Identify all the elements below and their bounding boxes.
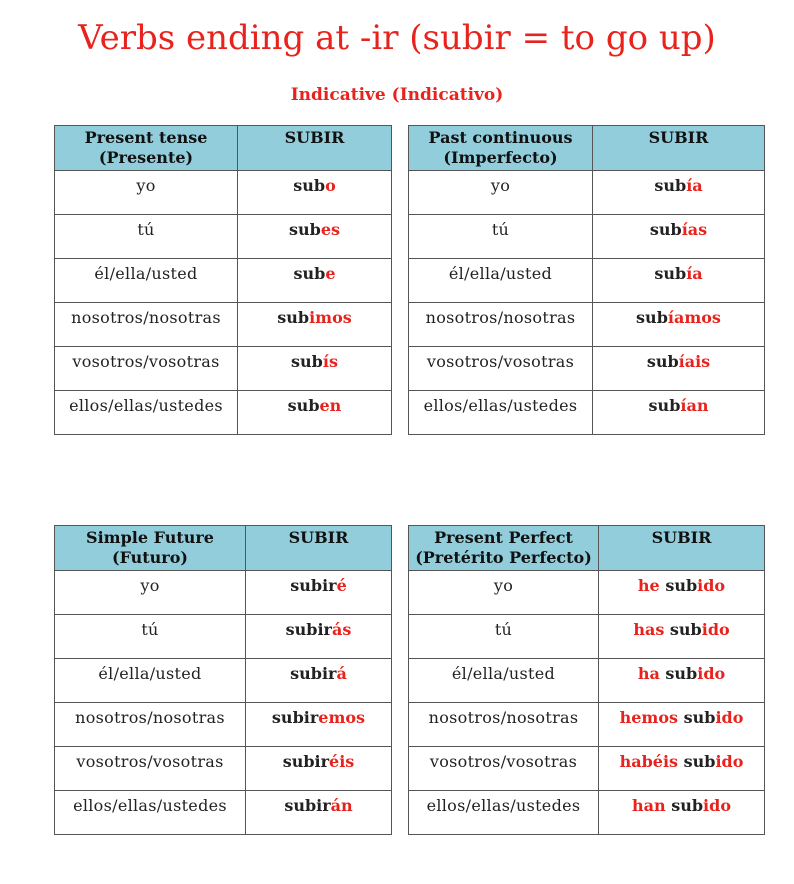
table-row (409, 659, 765, 703)
verb-ending: án (330, 796, 353, 815)
conjugation-cell (238, 391, 392, 435)
pronoun-cell: ellos/ellas/ustedes (409, 391, 593, 435)
conjugation-cell (593, 303, 765, 347)
tense-name: Past continuous (428, 128, 573, 147)
page-subtitle: Indicative (Indicativo) (290, 85, 504, 105)
conjugation-cell (599, 747, 765, 791)
table-row (55, 791, 392, 835)
verb-stem: sub (649, 220, 682, 239)
verb-header: SUBIR (246, 526, 392, 571)
table-row (55, 391, 392, 435)
table-row (55, 303, 392, 347)
verb-stem: sub (291, 352, 323, 371)
table-row (409, 703, 765, 747)
verb-stem: sub (293, 264, 326, 283)
verb-stem: sub (683, 708, 716, 727)
verb-ending: ido (697, 664, 726, 683)
present-tense-table (54, 125, 392, 435)
table-header-row (409, 126, 765, 171)
conjugation-cell (238, 303, 392, 347)
verb-ending: o (325, 176, 336, 195)
conjugation-cell (246, 615, 392, 659)
pronoun-cell: vosotros/vosotras (409, 347, 593, 391)
table-row (409, 259, 765, 303)
verb-stem: subir (282, 752, 330, 771)
tense-name-spanish: (Imperfecto) (443, 148, 558, 167)
conjugation-cell (246, 747, 392, 791)
pronoun-cell: nosotros/nosotras (55, 303, 238, 347)
conjugation-cell (246, 571, 392, 615)
verb-ending: á (336, 664, 347, 683)
pronoun-cell: yo (409, 571, 599, 615)
tense-name: Simple Future (86, 528, 214, 547)
verb-ending: ías (681, 220, 708, 239)
verb-ending: ían (680, 396, 709, 415)
tense-name: Present tense (84, 128, 208, 147)
table-row (55, 747, 392, 791)
verb-ending: e (325, 264, 336, 283)
conjugation-cell (238, 259, 392, 303)
verb-stem: sub (277, 308, 310, 327)
table-row (409, 571, 765, 615)
conjugation-cell (599, 791, 765, 835)
verb-ending: íais (678, 352, 711, 371)
pronoun-cell: tú (409, 215, 593, 259)
tense-header (55, 126, 238, 171)
table-row (409, 791, 765, 835)
verb-stem: sub (671, 796, 704, 815)
table-row (55, 703, 392, 747)
verb-header: SUBIR (238, 126, 392, 171)
tense-name-spanish: (Presente) (98, 148, 194, 167)
conjugation-cell (593, 347, 765, 391)
page-title: Verbs ending at -ir (subir = to go up) (78, 18, 716, 58)
conjugation-cell (238, 347, 392, 391)
tense-name-spanish: (Futuro) (112, 548, 188, 567)
verb-stem: subir (290, 576, 337, 595)
conjugation-cell (599, 571, 765, 615)
verb-stem: subir (285, 620, 332, 639)
table-row (409, 391, 765, 435)
conjugation-cell (246, 791, 392, 835)
verb-stem: sub (654, 264, 687, 283)
pronoun-cell: yo (55, 571, 246, 615)
pronoun-cell: él/ella/usted (55, 259, 238, 303)
verb-stem: subir (290, 664, 337, 683)
table-header-row (55, 126, 392, 171)
table-row (55, 571, 392, 615)
pronoun-cell: él/ella/usted (409, 259, 593, 303)
table-row (409, 215, 765, 259)
verb-stem: sub (665, 664, 698, 683)
pronoun-cell: ellos/ellas/ustedes (409, 791, 599, 835)
pronoun-cell: yo (409, 171, 593, 215)
table-row (409, 303, 765, 347)
verb-stem: sub (288, 220, 321, 239)
verb-header: SUBIR (599, 526, 765, 571)
auxiliary-verb: has (633, 620, 665, 639)
table-row (409, 347, 765, 391)
verb-stem: subir (284, 796, 331, 815)
tense-header (409, 126, 593, 171)
verb-ending: éis (329, 752, 355, 771)
verb-stem: sub (648, 396, 681, 415)
pronoun-cell: vosotros/vosotras (55, 347, 238, 391)
table-row (409, 615, 765, 659)
pronoun-cell: ellos/ellas/ustedes (55, 391, 238, 435)
auxiliary-verb: habéis (619, 752, 679, 771)
verb-ending: ido (715, 708, 744, 727)
verb-ending: ido (715, 752, 744, 771)
pronoun-cell: tú (55, 215, 238, 259)
table-row (55, 347, 392, 391)
verb-ending: é (336, 576, 347, 595)
verb-ending: ido (697, 576, 726, 595)
conjugation-cell (599, 615, 765, 659)
table-row (409, 171, 765, 215)
table-row (55, 171, 392, 215)
verb-stem: sub (665, 576, 698, 595)
pronoun-cell: nosotros/nosotras (409, 703, 599, 747)
verb-header: SUBIR (593, 126, 765, 171)
verb-ending: imos (309, 308, 352, 327)
conjugation-cell (246, 659, 392, 703)
table-row (55, 215, 392, 259)
verb-stem: sub (287, 396, 320, 415)
tense-header (409, 526, 599, 571)
pronoun-cell: tú (55, 615, 246, 659)
table-header-row (55, 526, 392, 571)
auxiliary-verb: he (637, 576, 660, 595)
verb-stem: sub (669, 620, 702, 639)
verb-ending: en (319, 396, 342, 415)
verb-ending: es (320, 220, 340, 239)
pronoun-cell: él/ella/usted (409, 659, 599, 703)
present-perfect-table (408, 525, 765, 835)
verb-ending: ía (686, 176, 703, 195)
tense-header (55, 526, 246, 571)
conjugation-cell (238, 215, 392, 259)
auxiliary-verb: hemos (619, 708, 679, 727)
simple-future-table (54, 525, 392, 835)
conjugation-cell (238, 171, 392, 215)
table-row (55, 615, 392, 659)
auxiliary-verb: han (632, 796, 666, 815)
verb-ending: íamos (667, 308, 721, 327)
table-row (409, 747, 765, 791)
table-row (55, 259, 392, 303)
pronoun-cell: nosotros/nosotras (55, 703, 246, 747)
pronoun-cell: nosotros/nosotras (409, 303, 593, 347)
pronoun-cell: yo (55, 171, 238, 215)
verb-ending: ís (322, 352, 338, 371)
table-header-row (409, 526, 765, 571)
conjugation-cell (246, 703, 392, 747)
conjugation-cell (599, 703, 765, 747)
pronoun-cell: vosotros/vosotras (55, 747, 246, 791)
verb-stem: sub (293, 176, 326, 195)
verb-ending: ás (331, 620, 352, 639)
conjugation-cell (599, 659, 765, 703)
verb-ending: emos (318, 708, 366, 727)
verb-stem: sub (636, 308, 668, 327)
verb-stem: sub (646, 352, 679, 371)
pronoun-cell: ellos/ellas/ustedes (55, 791, 246, 835)
verb-stem: sub (654, 176, 687, 195)
verb-ending: ido (703, 796, 731, 815)
conjugation-cell (593, 171, 765, 215)
verb-stem: subir (271, 708, 319, 727)
verb-ending: ía (686, 264, 703, 283)
table-row (55, 659, 392, 703)
auxiliary-verb: ha (637, 664, 660, 683)
verb-stem: sub (683, 752, 716, 771)
verb-ending: ido (701, 620, 730, 639)
conjugation-cell (593, 259, 765, 303)
conjugation-cell (593, 215, 765, 259)
past-continuous-table (408, 125, 765, 435)
tense-name: Present Perfect (434, 528, 573, 547)
conjugation-cell (593, 391, 765, 435)
pronoun-cell: vosotros/vosotras (409, 747, 599, 791)
pronoun-cell: él/ella/usted (55, 659, 246, 703)
pronoun-cell: tú (409, 615, 599, 659)
tense-name-spanish: (Pretérito Perfecto) (415, 548, 592, 567)
